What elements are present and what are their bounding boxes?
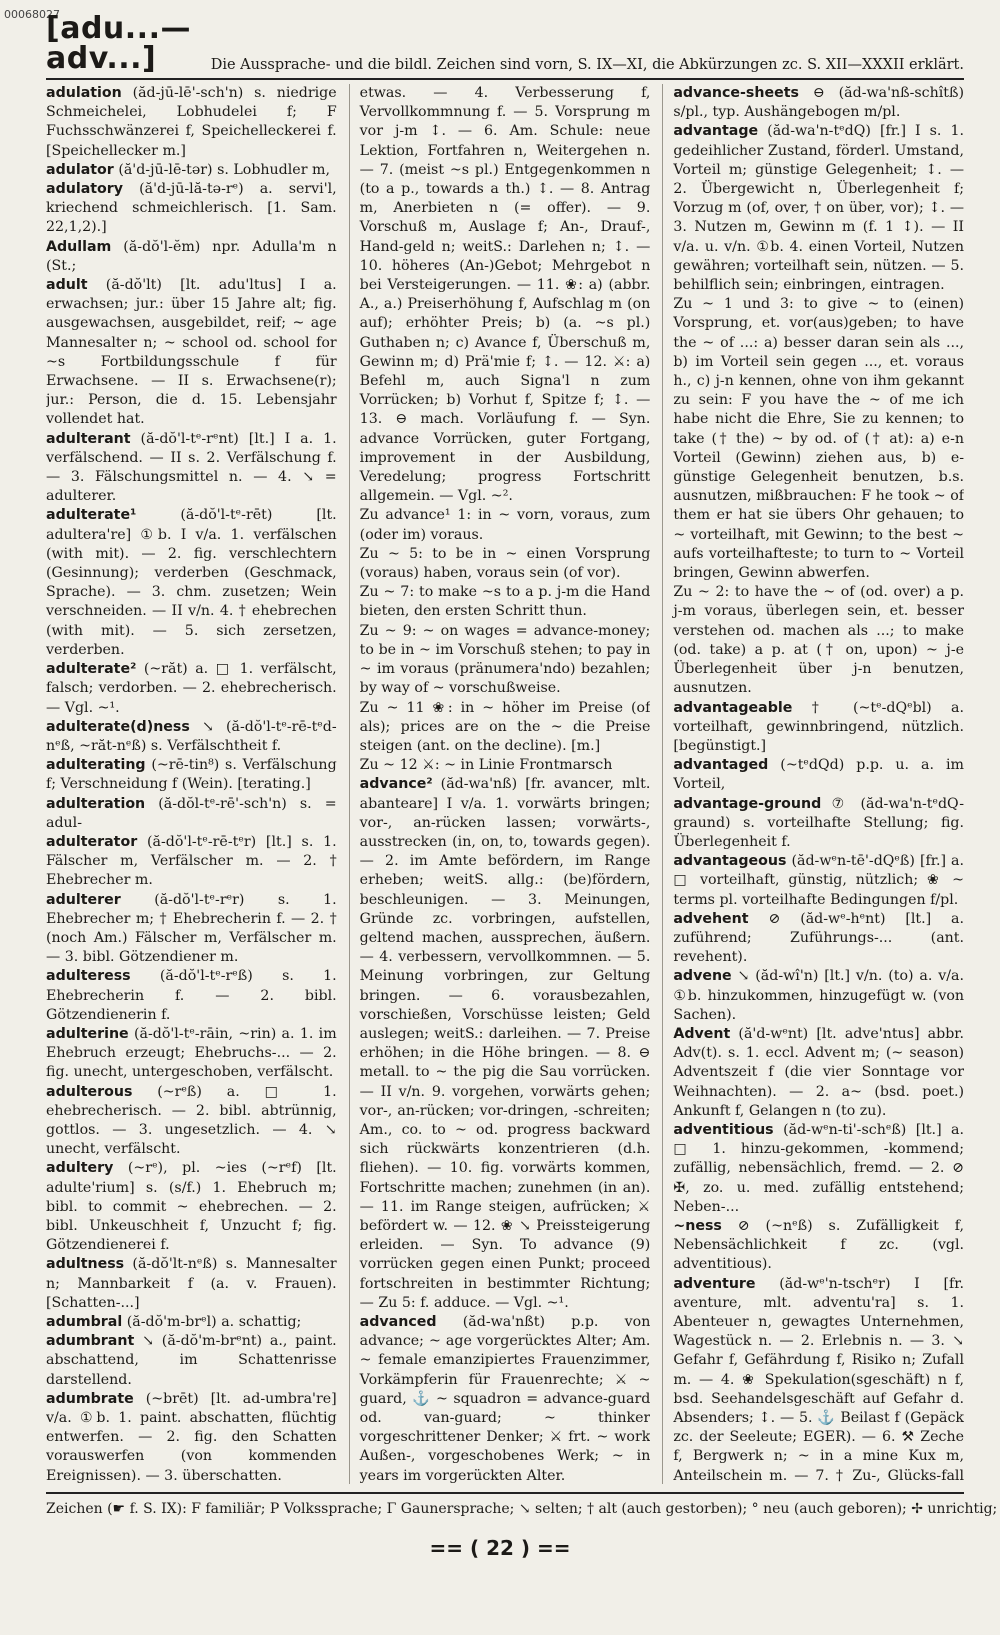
entry-definition: (ăd-wᵉ'n-tschᵉr) I [fr. aventure, mlt. adventu'ra] s. 1. Abenteuer n, gewagtes Unternehmen, Wagestück n. — 2. Erlebnis n. — 3. ↘ Gefahr f, Gefährdung f, Risiko n; Zufall m. — 4. ❀ Spekulation(sgeschäft) n f, bsd. Seehandelsgeschäft auf Gefahr d. Absenders; ↕. — 5. ⚓ Beilast f (Gepäck zc. der Seeleute; EGER). — 6. ⚒ Zeche f, Bergwerk n; ~ in a mine Kux m, Anteilschein m. — 7. † Zu-, Glücks-fall xyxy=(673,1275,964,1484)
dictionary-entry xyxy=(46,1255,337,1313)
dictionary-entry xyxy=(46,1390,337,1484)
headword: adulteration xyxy=(46,795,146,812)
headword: Adullam xyxy=(46,238,112,255)
dictionary-entry xyxy=(46,1313,337,1332)
headword: adulterant xyxy=(46,430,131,447)
headword: advance-sheets xyxy=(673,85,799,101)
entry-definition: (ă-dŏ'lt) [lt. adu'ltus] I a. erwachsen; jur.: über 15 Jahre alt; fig. ausgewachsen, ausgebildet, reif; ~ age Mannesalter n; ~ school od. school for ~s Fortbildungsschule f für Erwachsene. — II s. Erwachsene(r); jur.: Person, die d. 15. Lebensjahr vollendet hat. xyxy=(46,277,337,428)
dictionary-entry xyxy=(673,967,964,1025)
dictionary-entry xyxy=(46,1332,337,1390)
entry-definition: Zu advance¹ 1: in ~ vorn, voraus, zum (oder im) voraus. xyxy=(359,507,651,543)
headword: ~ness xyxy=(673,1217,722,1234)
entry-definition: (ăd-wᵉn-ti'-schᵉß) [lt.] a. □ 1. hinzu-gekommen, -kommend; zufällig, nebensächlich, fremd. — 2. ⊘ ✠, zo. u. med. zufällig entstehend; Neben-... xyxy=(673,1121,964,1215)
headword: adult xyxy=(46,277,88,294)
headword: adulterator xyxy=(46,833,138,850)
headword: advehent xyxy=(673,910,749,927)
symbol-legend: Zeichen (☛ f. S. IX): F familiär; P Volkssprache; Γ Gaunersprache; ↘ selten; † alt (auch gestorben); ° neu (auch geboren); ✢ unrichtig; xyxy=(46,1492,964,1518)
entry-definition: (~răt) a. □ 1. verfälscht, falsch; verdorben. — 2. ehebrecherisch. — Vgl. ~¹. xyxy=(46,661,337,716)
entry-definition: (~tᵉdQd) p.p. u. a. im Vorteil, xyxy=(673,757,964,793)
entry-definition: (ăd-wa'nß) [fr. avancer, mlt. abanteare] I v/a. 1. vorwärts bringen; vor-, an-rücken lassen; vorwärts-, ausstrecken (in, on, to, towards gegen). — 2. im Amte befördern, im Range erheben; weitS. allg.: (be)fördern, beschleunigen. — 3. Meinungen, Gründe zc. vorbringen, aufstellen, geltend machen, aussprechen, äußern. — 4. verbessern, vervollkommnen. — 5. Meinung vorbringen, zur Geltung bringen. — 6. vorausbezahlen, vorschießen, Vorschüsse leisten; Geld auslegen; weitS.: darleihen. — 7. Preise erhöhen; in die Höhe bringen. — 8. ⊖ metall. to ~ the pig die Sau vorrücken. — II v/n. 9. vorgehen, vorwärts gehen; vor-, an-rücken; vor-dringen, -schreiten; Am., co. to ~ od. progress backward sich rückwärts konzentrieren (d.h. fliehen). — 10. fig. vorwärts kommen, Fortschritte machen; zunehmen (in an). — 11. im Range steigen, aufrücken; ⚔ befördert w. — 12. ❀ ↘ Preissteigerung erleiden. — Syn. To advance (9) vorrücken gegen einen Punkt; proceed fortschreiten in bestimmter Richtung; — Zu 5: f. adduce. — Vgl. ~¹. xyxy=(359,776,651,1311)
dictionary-entry xyxy=(673,699,964,757)
entry-definition: (ă-dŏ'm-brᵉl) a. schattig; xyxy=(126,1314,302,1330)
headword: advance² xyxy=(359,776,433,793)
headword: adulterating xyxy=(46,757,146,774)
entry-definition: (ă-dŏ'l-tᵉ-rēt) [lt. adultera're] ①b. I v/a. 1. verfälschen (with mit). — 2. fig. verschlechtern (Gesinnung); verderben (Geschmack, Sprache). — 3. chm. zusetzen; Wein verschneiden. — II v/n. 4. † ehebrechen (with mit). — 5. sich zersetzen, verderben. xyxy=(46,507,337,658)
dictionary-entry xyxy=(46,1159,337,1255)
headword: adulterer xyxy=(46,891,121,908)
dictionary-entry xyxy=(46,506,337,660)
headword: adulterate¹ xyxy=(46,507,137,524)
entry-definition: (ă-dŏl-tᵉ-rē'-sch'n) s. = adul- xyxy=(46,795,337,831)
dictionary-entry xyxy=(46,161,337,180)
entry-definition: (ă-dŏ'l-ĕm) npr. Adulla'm n (St.; xyxy=(46,238,337,274)
page-header xyxy=(46,11,964,80)
dictionary-entry xyxy=(673,756,964,794)
entry-definition: (ăd-wᵉn-tē'-dQᵉß) [fr.] a. □ vorteilhaft, günstig, nützlich; ❀ ~ terms pl. vorteilhafte Bedingungen f/pl. xyxy=(673,853,964,908)
entry-definition: (ăd-jū-lē'-sch'n) s. niedrige Schmeichelei, Lobhudelei f; F Fuchsschwänzerei f, Speichelleckerei f. [Speichellecker m.] xyxy=(46,85,337,159)
headword: adulterous xyxy=(46,1083,133,1100)
column-1 xyxy=(46,84,337,1484)
dictionary-entry xyxy=(673,583,964,698)
headword: advanced xyxy=(359,1314,437,1330)
dictionary-entry xyxy=(46,1083,337,1160)
dictionary-entry xyxy=(46,238,337,276)
dictionary-entry xyxy=(360,756,651,775)
headword: adventitious xyxy=(673,1121,774,1138)
page-number: == ( 22 ) == xyxy=(429,1536,571,1560)
entry-definition: (ă-dŏ'l-tᵉ-rᵉß) s. 1. Ehebrecherin f. — 2. bibl. Götzendienerin f. xyxy=(46,968,337,1023)
entry-definition: (ă'd-jū-lă-tə-rᵉ) a. servi'l, kriechend schmeichlerisch. [1. Sam. 22,1,2).] xyxy=(46,181,337,236)
headword: advantage-ground xyxy=(673,795,822,812)
dictionary-entry xyxy=(673,852,964,910)
entry-definition: (ă'd-wᵉnt) [lt. adve'ntus] abbr. Adv(t). s. 1. eccl. Advent m; (~ season) Adventszeit f (die vier Sonntage vor Weihnachten). — 2. a~ (bsd. poet.) Ankunft f, Gelangen n (to zu). xyxy=(673,1025,964,1119)
entry-definition: (~rᵉß) a. □ 1. ehebrecherisch. — 2. bibl. abtrünnig, gottlos. — 3. ungesetzlich. — 4. ↘ unecht, verfälscht. xyxy=(46,1083,337,1158)
entry-definition: ⊘ (ăd-wᵉ-hᵉnt) [lt.] a. zuführend; Zuführungs-... (ant. revehent). xyxy=(673,910,964,966)
headword: adulterine xyxy=(46,1025,129,1042)
headword: adulation xyxy=(46,85,122,101)
dictionary-entry xyxy=(46,430,337,507)
dictionary-entry xyxy=(673,1275,964,1484)
entry-definition: (ă-dŏ'l-tᵉ-rᵉr) s. 1. Ehebrecher m; † Ehebrecherin f. — 2. † (noch Am.) Fälscher m, Verfälscher m. — 3. bibl. Götzendiener m. xyxy=(46,891,337,966)
entry-definition: (ă-dŏ'l-tᵉ-rē-tᵉr) [lt.] s. 1. Fälscher m, Verfälscher m. — 2. † Ehebrecher m. xyxy=(46,833,337,889)
entry-definition: ⊖ (ăd-wa'nß-schîtß) s/pl., typ. Aushängebogen m/pl. xyxy=(673,85,964,121)
headword: adultness xyxy=(46,1256,125,1273)
entry-definition: (~brēt) [lt. ad-umbra're] v/a. ①b. 1. paint. abschatten, flüchtig entwerfen. — 2. fig. den Schatten vorauswerfen (von kommenden Ereignissen). — 3. überschatten. xyxy=(46,1390,337,1484)
headword: adulteress xyxy=(46,968,131,985)
dictionary-columns xyxy=(46,84,964,1484)
headword: adulatory xyxy=(46,181,124,198)
headword: adulterate² xyxy=(46,661,137,678)
entry-definition: (ăd-wa'n-tᵉdQ) [fr.] I s. 1. gedeihlicher Zustand, förderl. Umstand, Vorteil m; günstige Gelegenheit; ↕. — 2. Übergewicht n, Überlegenheit f; Vorzug m (of, over, † on über, vor); ↕. — 3. Nutzen m, Gewinn m (f. 1 ↕). — II v/a. u. v/n. ①b. 4. einen Vorteil, Nutzen gewähren; vorteilhaft sein, nützen. — 5. behilflich sein; einbringen, eintragen. xyxy=(673,123,964,294)
dictionary-entry xyxy=(360,622,651,699)
dictionary-entry xyxy=(673,122,964,295)
entry-definition: (ăd-wa'nßt) p.p. von advance; ~ age vorgerücktes Alter; Am. ~ female emanzipiertes Frauenzimmer, Vorkämpferin für Frauenrechte; ⚔ ~ guard, ⚓ ~ squadron = advance-guard od. van-guard; ~ thinker vorgeschrittener Denker; ⚔ frt. ~ work Außen-, vorgeschobenes Werk; ~ in years im vorgerückten Alter. xyxy=(359,1314,651,1484)
headword: advantage xyxy=(673,123,759,140)
dictionary-entry xyxy=(360,583,651,621)
dictionary-entry xyxy=(673,1121,964,1217)
dictionary-entry xyxy=(360,1313,651,1484)
dictionary-entry xyxy=(46,718,337,756)
dictionary-entry xyxy=(46,891,337,968)
entry-definition: (~rᵉ), pl. ~ies (~rᵉf) [lt. adulte'rium] s. (s/f.) 1. Ehebruch m; bibl. to commit ~ ehebrechen. — 2. bibl. Unkeuschheit f, Unzucht f; fig. Götzendienerei f. xyxy=(46,1160,337,1254)
headword: adumbral xyxy=(46,1314,123,1330)
dictionary-entry xyxy=(360,699,651,757)
dictionary-entry xyxy=(46,756,337,794)
entry-definition: (ă-dŏ'l-tᵉ-rᵉnt) [lt.] I a. 1. verfälschend. — II s. 2. Verfälschung f. — 3. Fälschungsmittel n. — 4. ↘ = adulterer. xyxy=(46,430,337,505)
entry-definition: Zu ~ 7: to make ~s to a p. j-m die Hand bieten, den ersten Schritt thun. xyxy=(359,584,651,620)
guide-words: [adu...—adv...] xyxy=(46,11,191,76)
dictionary-entry xyxy=(673,795,964,853)
headword: advene xyxy=(673,968,732,985)
entry-definition: Zu ~ 9: ~ on wages = advance-money; to be in ~ im Vorschuß stehen; to pay in ~ im voraus (pränumera'ndo) bezahlen; by way of ~ vorschußweise. xyxy=(359,622,651,697)
entry-definition: Zu ~ 12 ⚔: ~ in Linie Frontmarsch xyxy=(359,757,613,774)
headword: Advent xyxy=(673,1025,731,1042)
entry-definition: ⊘ (~nᵉß) s. Zufälligkeit f, Nebensächlichkeit f zc. (vgl. adventitious). xyxy=(673,1217,964,1273)
entry-definition: Zu ~ 1 und 3: to give ~ to (einen) Vorsprung, et. vor(aus)geben; to have the ~ of ...: a) besser daran sein als ..., b) im Vorteil sein gegen ..., et. voraus h., c) j-n kennen, ohne von ihm gekannt zu sein: F you have the ~ of me ich habe nicht die Ehre, Sie zu kennen; to take († the) ~ by od. of († at): a) e-n Vorteil (Gewinn) ziehen aus, b) e-günstige Gelegenheit benutzen, b.s. ausnutzen, mißbrauchen: F he took ~ of them er hat sie übers Ohr gehauen; to ~ vorteilhaft, mit Gewinn; to the best ~ aufs vorteilhafteste; to turn to ~ Vorteil bringen, Gewinn abwerfen. xyxy=(673,296,964,582)
dictionary-entry xyxy=(46,84,337,161)
entry-definition: † (~tᵉ-dQᵉbl) a. vorteilhaft, gewinnbringend, nützlich. [begünstigt.] xyxy=(673,699,964,754)
entry-definition: ↘ (ă-dŏ'l-tᵉ-rē-tᵉd-nᵉß, ~răt-nᵉß) s. Verfälschtheit f. xyxy=(46,718,337,754)
entry-definition: Zu ~ 5: to be in ~ einen Vorsprung (voraus) haben, voraus sein (of vor). xyxy=(359,545,651,582)
headword: adumbrate xyxy=(46,1390,134,1407)
entry-definition: (~rē-tin⁸) s. Verfälschung f; Verschneidung f (Wein). [terating.] xyxy=(46,757,337,793)
entry-definition: etwas. — 4. Verbesserung f, Vervollkommnung f. — 5. Vorsprung m vor j-m ↕. — 6. Am. Schule: neue Lektion, Fortfahren n, Weitergehen n. — 7. (meist ~s pl.) Entgegenkommen n (to a p., towards a th.) ↕. — 8. Antrag m, Anerbieten n (= offer). — 9. Vorschuß m, Auslage f; An-, Drauf-, Hand-geld n; weitS.: Darlehen n; ↕. — 10. höheres (An-)Gebot; Mehrgebot n bei Versteigerungen. — 11. ❀: a) (abbr. A., a.) Preiserhöhung f, Aufschlag m (on auf); erhöhter Preis; b) (a. ~s pl.) Guthaben n; c) Avance f, Überschuß m, Gewinn m; d) Prä'mie f; ↕. — 12. ⚔: a) Befehl m, auch Signa'l n zum Vorrücken; b) Vorhut f, Spitze f; ↕. — 13. ⊖ mach. Vorläufung f. — Syn. advance Vorrücken, guter Fortgang, improvement in der Ausbildung, Veredelung; progress Fortschritt allgemein. — Vgl. ~². xyxy=(359,85,651,505)
headword: adulator xyxy=(46,161,114,178)
dictionary-entry xyxy=(46,276,337,430)
dictionary-entry xyxy=(46,795,337,833)
entry-definition: (ă-dŏ'l-tᵉ-rāin, ~rin) a. 1. im Ehebruch erzeugt; Ehebruchs-... — 2. fig. unecht, untergeschoben, verfälscht. xyxy=(46,1025,337,1081)
page-id: 00068027 xyxy=(4,8,60,21)
dictionary-entry xyxy=(673,1217,964,1275)
headword: adultery xyxy=(46,1160,114,1177)
headword: advantageous xyxy=(673,853,787,870)
entry-definition: ↘ (ăd-wî'n) [lt.] v/n. (to) a. v/a. ①b. hinzukommen, hinzugefügt w. (von Sachen). xyxy=(673,968,964,1023)
dictionary-entry xyxy=(673,910,964,968)
dictionary-entry xyxy=(46,180,337,238)
dictionary-entry xyxy=(360,84,651,506)
dictionary-entry xyxy=(360,545,651,583)
dictionary-entry xyxy=(673,84,964,122)
entry-definition: ⑦ (ăd-wa'n-tᵉdQ-graund) s. vorteilhafte Stellung; fig. Überlegenheit f. xyxy=(673,795,964,850)
dictionary-entry xyxy=(360,506,651,544)
headword: advantaged xyxy=(673,757,769,774)
dictionary-entry xyxy=(360,775,651,1313)
headword: adumbrant xyxy=(46,1333,135,1350)
entry-definition: (ă'd-jū-lē-tər) s. Lobhudler m, xyxy=(118,161,330,178)
entry-definition: Zu ~ 11 ❀: in ~ höher im Preise (of als); prices are on the ~ die Preise steigen (ant. on the decline). [m.] xyxy=(359,699,651,754)
dictionary-entry xyxy=(46,660,337,718)
header-note: Die Aussprache- und die bildl. Zeichen sind vorn, S. IX—XI, die Abkürzungen zc. S. XII—XXXII erklärt. xyxy=(210,57,964,73)
headword: adulterate(d)ness xyxy=(46,718,190,735)
dictionary-entry xyxy=(46,967,337,1025)
entry-definition: (ă-dŏ'lt-nᵉß) s. Mannesalter n; Mannbarkeit f (a. v. Frauen). [Schatten-...] xyxy=(46,1256,337,1311)
headword: advantageable xyxy=(673,699,793,716)
column-2 xyxy=(349,84,651,1484)
entry-definition: ↘ (ă-dŏ'm-brᵉnt) a., paint. abschattend, im Schattenrisse darstellend. xyxy=(46,1333,337,1388)
headword: adventure xyxy=(673,1275,756,1292)
dictionary-entry xyxy=(46,833,337,891)
dictionary-entry xyxy=(46,1025,337,1083)
dictionary-entry xyxy=(673,295,964,583)
entry-definition: Zu ~ 2: to have the ~ of (od. over) a p. j-m voraus, überlegen sein, et. besser verstehen od. machen als ...; to make (od. take) a p. at († on, upon) ~ j-e Überlegenheit über j-n benutzen, ausnutzen. xyxy=(673,584,964,697)
column-3 xyxy=(662,84,964,1484)
dictionary-entry xyxy=(673,1025,964,1121)
